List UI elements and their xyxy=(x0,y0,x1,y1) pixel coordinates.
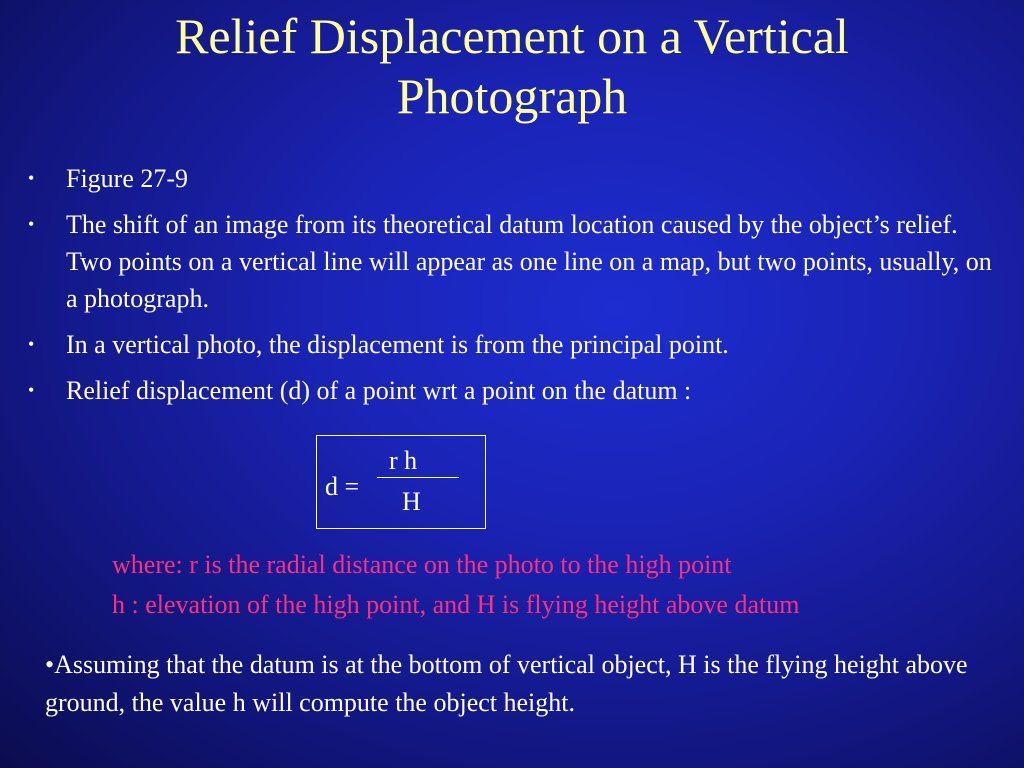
bullet-text: Figure 27-9 xyxy=(66,164,189,193)
bullet-text: The shift of an image from its theoretical datum location caused by the object’s relief. Two points on a vertical line will appear as one line on a map, but two points, usually, on a photograph. xyxy=(66,210,992,313)
bullet-item xyxy=(28,372,998,409)
slide-title-line-1: Relief Displacement on a Vertical xyxy=(175,8,849,64)
bullet-dot-icon: • xyxy=(28,380,35,400)
formula-numerator: r h xyxy=(389,446,418,475)
bullet-text: Relief displacement (d) of a point wrt a point on the datum : xyxy=(66,376,692,405)
formula-denominator: H xyxy=(402,487,421,516)
definition-line-2: h : elevation of the high point, and H is flying height above datum xyxy=(112,590,800,619)
bullet-text: In a vertical photo, the displacement is from the principal point. xyxy=(66,330,729,359)
formula-lhs: d = xyxy=(325,472,360,501)
bullet-dot-icon: • xyxy=(28,214,35,234)
bullet-dot-icon: • xyxy=(28,334,35,354)
formula-box xyxy=(316,435,486,529)
bullet-item xyxy=(28,326,998,363)
bullet-dot-icon: • xyxy=(28,168,35,188)
bullet-list xyxy=(28,160,998,418)
variable-definitions xyxy=(112,545,1017,625)
bullet-item xyxy=(28,160,998,197)
definition-line-1: where: r is the radial distance on the photo to the high point xyxy=(112,550,732,579)
slide-title xyxy=(0,6,1024,126)
fraction-bar xyxy=(377,477,459,478)
slide-title-line-2: Photograph xyxy=(396,68,628,124)
bullet-item xyxy=(28,206,998,317)
assumption-note: •Assuming that the datum is at the bottom of vertical object, H is the flying height above ground, the value h will compute the object height. xyxy=(45,650,968,717)
